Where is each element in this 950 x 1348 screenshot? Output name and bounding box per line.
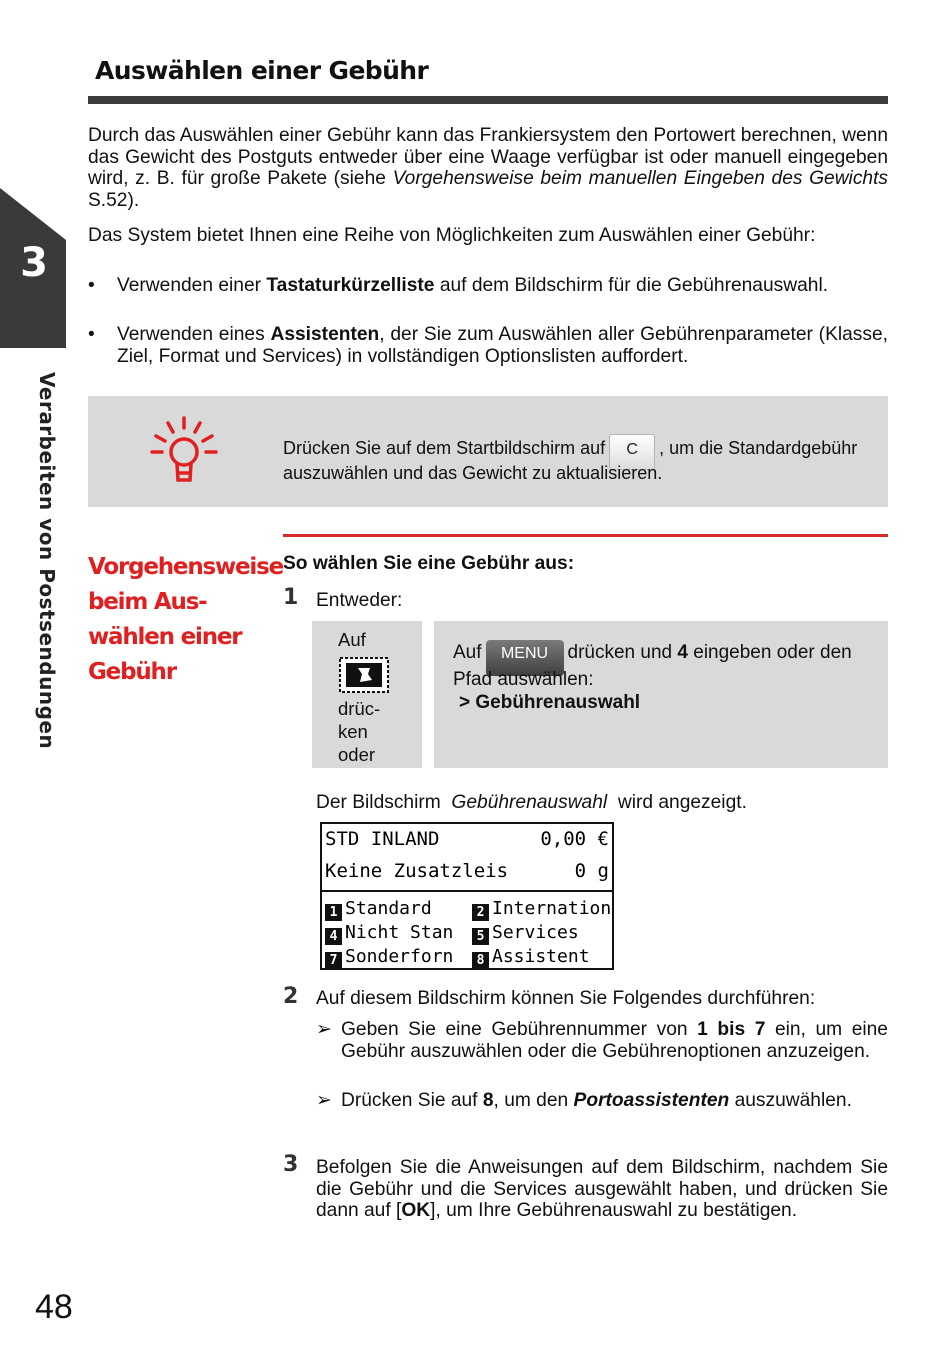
page-number: 48 [35, 1288, 73, 1326]
procedure-title: Vorgehensweise beim Aus- wählen einer Gebühr [88, 554, 284, 685]
screen-option: 2 Internation [472, 898, 611, 921]
procedure-subheading: So wählen Sie eine Gebühr aus: [283, 553, 575, 574]
c-key-icon: C [609, 434, 655, 470]
chapter-side-label: Verarbeiten von Postsendungen [35, 372, 59, 750]
screen-option: 8 Assistent [472, 946, 590, 969]
procedure-divider [283, 534, 888, 537]
screen-option: 7 Sonderforn [325, 946, 453, 969]
screen-option: 5 Services [472, 922, 579, 945]
step-text: Befolgen Sie die Anweisungen auf dem Bildschirm, nachdem Sie die Gebühr und die Services ausgewählt haben, und drücken Sie dann auf [OK], um Ihre Gebührenauswahl zu bestätigen. [316, 1157, 888, 1221]
step-text: Auf diesem Bildschirm können Sie Folgendes durchführen: [316, 988, 816, 1009]
screen-option: 1 Standard [325, 898, 432, 921]
section-title: Auswählen einer Gebühr [95, 56, 429, 85]
arrow-marker-icon: ➢ [316, 1090, 333, 1111]
chapter-number: 3 [20, 240, 48, 286]
option-a-box: Auf drüc- ken oder [312, 621, 422, 768]
step-text: Entweder: [316, 590, 403, 611]
arrow-marker-icon: ➢ [316, 1019, 333, 1040]
screen-option: 4 Nicht Stan [325, 922, 453, 945]
tip-text: Drücken Sie auf dem Startbildschirm auf C , um die Standardgebühr auszuwählen und das Gewicht zu aktualisieren. [283, 434, 873, 486]
bullet-marker: • [88, 324, 95, 345]
option-b-box: Auf MENU drücken und 4 eingeben oder den Pfad auswählen: > Gebührenauswahl [434, 621, 888, 768]
heading-divider [88, 96, 888, 104]
menu-path: > Gebührenauswahl [459, 692, 641, 713]
stamp-key-icon [338, 656, 390, 694]
cross-reference-link[interactable]: Vorgehensweise beim manuellen Eingeben des Gewichts [392, 168, 889, 189]
intro-paragraph-1: Durch das Auswählen einer Gebühr kann das Frankiersystem den Portowert berechnen, wenn das Gewicht des Postguts entweder über eine Waage verfügbar ist oder manuell eingegeben wird, z. B. für große Pakete (siehe Vorgehensweise beim manuellen Eingeben des Gewichts S.52). [88, 125, 889, 211]
step-number: 1 [283, 585, 299, 610]
bullet-marker: • [88, 275, 95, 296]
lightbulb-icon [148, 414, 220, 488]
step-number: 3 [283, 1152, 299, 1177]
menu-key-icon: MENU [486, 640, 564, 676]
step-number: 2 [283, 984, 299, 1009]
rate-selection-screen: STD INLAND 0,00 € Keine Zusatzleis 0 g 1 Standard 2 Internation 4 Nicht Stan 5 Services 7 Sonderforn 8 Assistent [320, 822, 614, 970]
screen-intro: Der Bildschirm Gebührenauswahl wird angezeigt. [316, 792, 747, 813]
intro-paragraph-2: Das System bietet Ihnen eine Reihe von Möglichkeiten zum Auswählen einer Gebühr: [88, 225, 816, 246]
